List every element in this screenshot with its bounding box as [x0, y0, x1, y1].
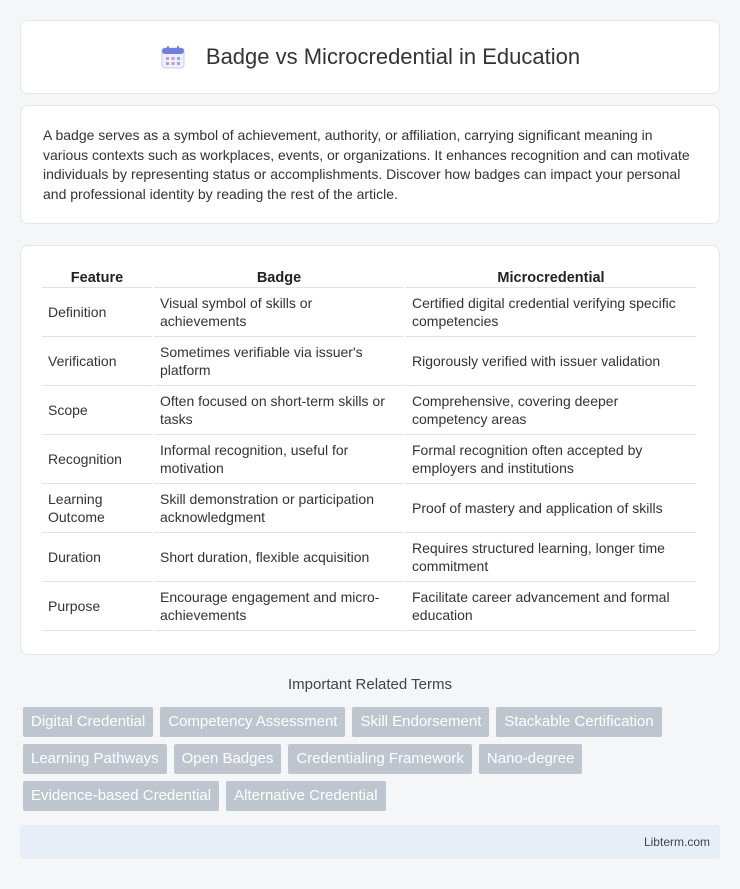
- microcredential-cell: Rigorously verified with issuer validation: [406, 337, 696, 386]
- table-row: [42, 435, 696, 484]
- badge-cell: Often focused on short-term skills or tasks: [154, 386, 404, 435]
- related-terms-title: Important Related Terms: [288, 676, 452, 693]
- table-row: [42, 386, 696, 435]
- related-term-tag[interactable]: Learning Pathways: [23, 744, 167, 774]
- header-feature: Feature: [42, 266, 152, 288]
- badge-cell: Skill demonstration or participation acknowledgment: [154, 484, 404, 533]
- comparison-table: [40, 266, 698, 631]
- related-terms-list: [23, 707, 723, 811]
- related-term-tag[interactable]: Stackable Certification: [496, 707, 661, 737]
- badge-cell: Sometimes verifiable via issuer's platform: [154, 337, 404, 386]
- feature-cell: Purpose: [42, 582, 152, 631]
- microcredential-cell: Requires structured learning, longer time commitment: [406, 533, 696, 582]
- feature-cell: Recognition: [42, 435, 152, 484]
- intro-text: A badge serves as a symbol of achievement, authority, or affiliation, carrying significant meaning in various contexts such as workplaces, events, or organizations. It enhances recognition and can motivate individuals by representing status or accomplishments. Discover how badges can impact your personal and professional identity by reading the rest of the article.: [43, 127, 690, 202]
- microcredential-cell: Formal recognition often accepted by employers and institutions: [406, 435, 696, 484]
- page-title: Badge vs Microcredential in Education: [205, 44, 581, 69]
- table-header-row: [42, 266, 696, 288]
- header-card: [20, 20, 720, 94]
- related-term-tag[interactable]: Digital Credential: [23, 707, 153, 737]
- footer-site-link[interactable]: Libterm.com: [643, 835, 710, 849]
- feature-cell: Learning Outcome: [42, 484, 152, 533]
- badge-cell: Short duration, flexible acquisition: [154, 533, 404, 582]
- related-term-tag[interactable]: Skill Endorsement: [352, 707, 489, 737]
- microcredential-cell: Facilitate career advancement and formal education: [406, 582, 696, 631]
- table-row: [42, 337, 696, 386]
- table-row: [42, 288, 696, 337]
- feature-cell: Scope: [42, 386, 152, 435]
- microcredential-cell: Proof of mastery and application of skills: [406, 484, 696, 533]
- table-row: [42, 484, 696, 533]
- related-term-tag[interactable]: Open Badges: [174, 744, 282, 774]
- header-microcredential: Microcredential: [406, 266, 696, 288]
- header-badge: Badge: [154, 266, 404, 288]
- related-term-tag[interactable]: Credentialing Framework: [288, 744, 472, 774]
- microcredential-cell: Certified digital credential verifying specific competencies: [406, 288, 696, 337]
- related-term-tag[interactable]: Evidence-based Credential: [23, 781, 219, 811]
- table-row: [42, 533, 696, 582]
- feature-cell: Duration: [42, 533, 152, 582]
- calendar-icon: [160, 44, 186, 70]
- badge-cell: Informal recognition, useful for motivation: [154, 435, 404, 484]
- table-row: [42, 582, 696, 631]
- badge-cell: Encourage engagement and micro-achievements: [154, 582, 404, 631]
- related-term-tag[interactable]: Competency Assessment: [160, 707, 345, 737]
- feature-cell: Definition: [42, 288, 152, 337]
- related-term-tag[interactable]: Alternative Credential: [226, 781, 385, 811]
- badge-cell: Visual symbol of skills or achievements: [154, 288, 404, 337]
- intro-card: [20, 105, 720, 224]
- footer: [20, 825, 720, 859]
- microcredential-cell: Comprehensive, covering deeper competency areas: [406, 386, 696, 435]
- comparison-card: [20, 245, 720, 655]
- related-term-tag[interactable]: Nano-degree: [479, 744, 583, 774]
- feature-cell: Verification: [42, 337, 152, 386]
